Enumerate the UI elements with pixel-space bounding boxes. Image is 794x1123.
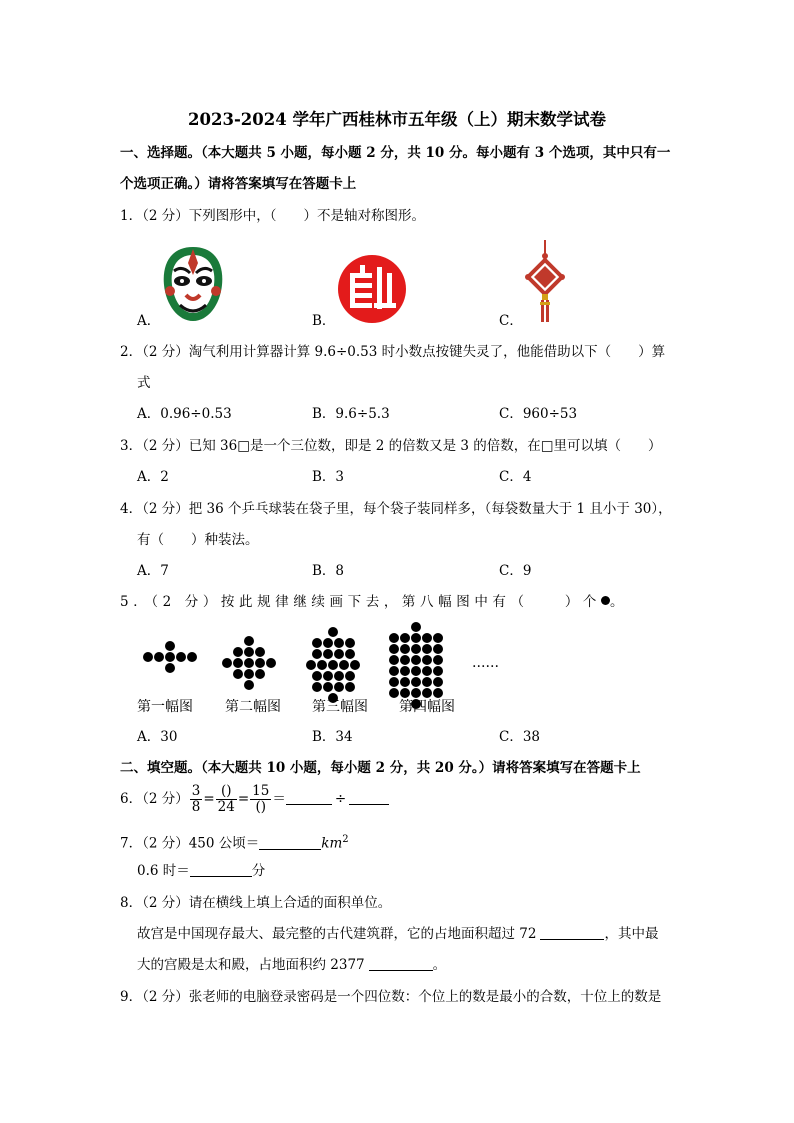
question-5-text-after: 。: [610, 594, 629, 610]
figure-2-dot: [233, 669, 243, 679]
figure-3-dot: [328, 627, 338, 637]
question-1-text: 1．（2 分）下列图形中，（ ）不是轴对称图形。: [120, 208, 425, 224]
question-8-text-3b: 。: [432, 957, 447, 973]
answer-blank-6a[interactable]: [286, 790, 332, 805]
figure-4-dot: [422, 677, 432, 687]
figure-3-dot: [312, 638, 322, 648]
question-5-option-a: A．30: [137, 729, 178, 745]
figure-4-dot: [400, 633, 410, 643]
answer-blank-7b[interactable]: [190, 862, 252, 877]
unit-km: km: [321, 835, 343, 852]
question-1-option-b: B．: [312, 313, 336, 329]
figure-ellipsis: ……: [472, 655, 499, 671]
figure-2-dot: [233, 647, 243, 657]
figure-2-dot: [266, 658, 276, 668]
figure-2-dot: [233, 658, 243, 668]
figure-4-dot: [422, 666, 432, 676]
figure-2-dot: [244, 647, 254, 657]
figure-4-dot: [411, 666, 421, 676]
exam-title: 2023-2024 学年广西桂林市五年级（上）期末数学试卷: [188, 110, 606, 129]
figure-4-dot: [433, 677, 443, 687]
figure-label-3: 第三幅图: [312, 699, 368, 715]
figure-4-dot: [400, 655, 410, 665]
figure-2-dot: [255, 669, 265, 679]
answer-blank-6b[interactable]: [349, 790, 389, 805]
figure-3-dot: [345, 671, 355, 681]
figure-4-dot: [411, 644, 421, 654]
figure-3-dot: [317, 660, 327, 670]
figure-label-4: 第四幅图: [399, 699, 455, 715]
figure-3-dot: [312, 671, 322, 681]
figure-4-dot: [400, 644, 410, 654]
question-3-option-c: C．4: [499, 469, 532, 485]
question-6-prefix: 6．（2 分）: [120, 791, 189, 807]
question-3-option-b: B．3: [312, 469, 345, 485]
question-6: [120, 784, 389, 815]
figure-4-dot: [400, 677, 410, 687]
figure-3-dot: [328, 660, 338, 670]
question-5-option-b: B．34: [312, 729, 353, 745]
figure-3-dot: [323, 649, 333, 659]
answer-blank-8b[interactable]: [369, 956, 433, 971]
figure-2-dot: [255, 647, 265, 657]
question-8-text-2a: 故宫是中国现存最大、最完整的古代建筑群，它的占地面积超过 72: [137, 926, 537, 942]
figure-2-dot: [244, 669, 254, 679]
question-9-line1: 9．（2 分）张老师的电脑登录密码是一个四位数：个位上的数是最小的合数，十位上的数是: [120, 989, 662, 1005]
fraction-blank-24: $\frac{()}{24}$: [217, 783, 235, 815]
figure-3-dot: [323, 638, 333, 648]
figure-3-dot: [345, 649, 355, 659]
figure-1-dot: [165, 652, 175, 662]
figure-4-dot: [411, 622, 421, 632]
figure-4-dot: [389, 677, 399, 687]
question-7-text: 7．（2 分）450 公顷＝: [120, 835, 260, 852]
figure-3-dot: [334, 671, 344, 681]
figure-1-dot: [165, 641, 175, 651]
equals-sign: =: [203, 791, 215, 807]
figure-3-dot: [323, 671, 333, 681]
fraction-3-8: $\frac{3}{8}$: [191, 783, 201, 815]
figure-3-dot: [312, 682, 322, 692]
figure-4-dot: [389, 633, 399, 643]
figure-1-dot: [143, 652, 153, 662]
figure-4-dot: [389, 655, 399, 665]
question-7-line2: [137, 862, 265, 880]
figure-4-dot: [389, 666, 399, 676]
question-2-option-a: A．0.96÷0.53: [137, 406, 232, 422]
figure-3-dot: [334, 682, 344, 692]
figure-4-dot: [433, 655, 443, 665]
figure-1-dot: [154, 652, 164, 662]
figure-1-dot: [165, 663, 175, 673]
division-sign: ÷: [334, 791, 347, 807]
answer-blank-7a[interactable]: [259, 835, 321, 850]
question-5-option-c: C．38: [499, 729, 541, 745]
black-dot-icon: [601, 596, 610, 605]
question-1-option-a: A．: [137, 313, 161, 329]
question-8-line1: 8．（2 分）请在横线上填上合适的面积单位。: [120, 895, 392, 911]
question-8-text-3a: 大的宫殿是太和殿，占地面积约 2377: [137, 957, 365, 973]
question-2-option-c: C．960÷53: [499, 406, 578, 422]
opera-mask-image: [160, 245, 226, 323]
figure-3-dot: [306, 660, 316, 670]
question-3-option-a: A．2: [137, 469, 169, 485]
section-2-heading: 二、填空题。（本大题共 10 小题，每小题 2 分，共 20 分。）请将答案填写在答题卡上: [120, 760, 641, 776]
question-7-text-2: 0.6 时＝: [137, 863, 190, 879]
question-7-line1: [120, 831, 349, 853]
figure-4-dot: [433, 644, 443, 654]
figure-4-dot: [411, 677, 421, 687]
equals-sign-3: ＝: [272, 791, 286, 807]
answer-blank-8a[interactable]: [540, 925, 604, 940]
figure-3-dot: [323, 682, 333, 692]
figure-3-dot: [312, 649, 322, 659]
figure-4-dot: [433, 633, 443, 643]
question-3-text: 3．（2 分）已知 36□是一个三位数，即是 2 的倍数又是 3 的倍数，在□里可以填（ ）: [120, 438, 662, 454]
figure-2-dot: [244, 636, 254, 646]
figure-1-dot: [176, 652, 186, 662]
question-5-text: [120, 593, 628, 611]
figure-4-dot: [433, 666, 443, 676]
question-4-line1: 4．（2 分）把 36 个乒乓球装在袋子里，每个袋子装同样多，（每袋数量大于 1 且小于 30），: [120, 501, 672, 517]
section-1-heading-line1: 一、选择题。（本大题共 5 小题，每小题 2 分，共 10 分。每小题有 3 个选项，其中只有一: [120, 145, 671, 161]
figure-4-dot: [389, 644, 399, 654]
question-2-line2: 式: [137, 375, 151, 391]
figure-4-dot: [411, 633, 421, 643]
figure-4-dot: [422, 688, 432, 698]
question-8-text-2b: ，其中最: [604, 926, 659, 942]
figure-2-dot: [244, 658, 254, 668]
figure-3-dot: [345, 682, 355, 692]
question-1-option-c: C．: [499, 313, 523, 329]
unit-squared: 2: [342, 834, 349, 845]
figure-4-dot: [422, 644, 432, 654]
figure-3-dot: [339, 660, 349, 670]
figure-3-dot: [334, 638, 344, 648]
red-seal-circle-image: [336, 253, 408, 325]
chinese-knot-image: [522, 240, 568, 324]
figure-2-dot: [222, 658, 232, 668]
figure-1-dot: [187, 652, 197, 662]
question-2-option-b: B．9.6÷5.3: [312, 406, 390, 422]
figure-4-dot: [411, 688, 421, 698]
figure-4-dot: [400, 666, 410, 676]
figure-4-dot: [422, 633, 432, 643]
question-8-line2: [137, 925, 658, 943]
figure-4-dot: [389, 688, 399, 698]
figure-2-dot: [255, 658, 265, 668]
figure-3-dot: [350, 660, 360, 670]
question-2-line1: 2．（2 分）淘气利用计算器计算 9.6÷0.53 时小数点按键失灵了，他能借助以下（ ）算: [120, 344, 666, 360]
figure-label-2: 第二幅图: [225, 699, 281, 715]
figure-4-dot: [411, 655, 421, 665]
figure-4-dot: [433, 688, 443, 698]
question-4-option-c: C．9: [499, 563, 532, 579]
question-8-line3: [137, 956, 446, 974]
equals-sign-2: =: [237, 791, 250, 807]
question-4-line2: 有（ ）种装法。: [137, 532, 259, 548]
figure-3-dot: [345, 638, 355, 648]
figure-label-1: 第一幅图: [137, 699, 193, 715]
question-4-option-b: B．8: [312, 563, 345, 579]
unit-minutes: 分: [251, 863, 266, 879]
figure-3-dot: [334, 649, 344, 659]
question-4-option-a: A．7: [137, 563, 169, 579]
section-1-heading-line2: 个选项正确。）请将答案填写在答题卡上: [120, 176, 357, 192]
figure-4-dot: [400, 688, 410, 698]
figure-2-dot: [244, 680, 254, 690]
figure-4-dot: [422, 655, 432, 665]
question-5-text-before: 5．（2 分）按此规律继续画下去，第八幅图中有（ ）个: [120, 594, 602, 610]
fraction-15-blank: $\frac{15}{()}$: [252, 783, 270, 815]
